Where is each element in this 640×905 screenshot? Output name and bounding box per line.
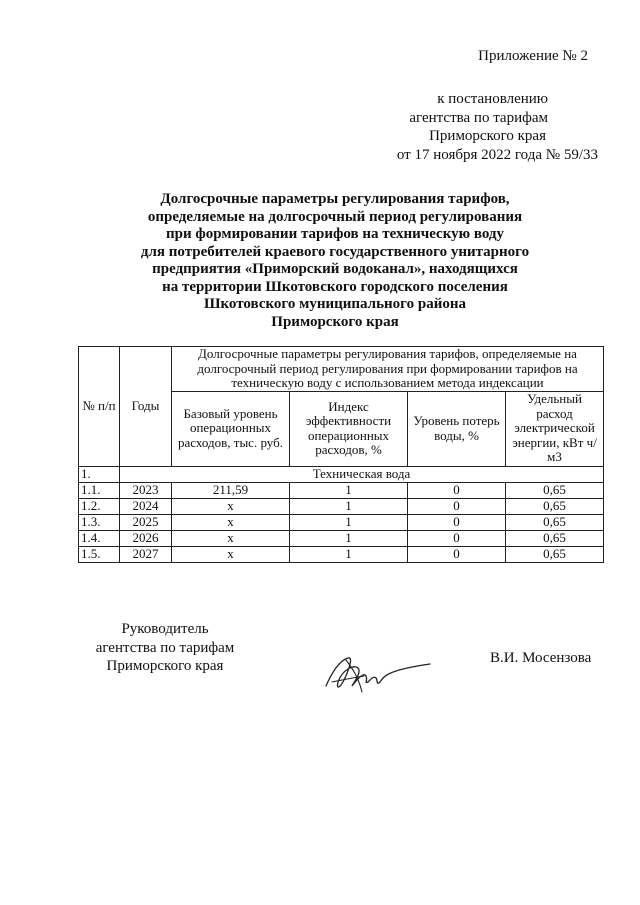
row-efficiency-index: 1 (290, 514, 408, 530)
table-row (79, 530, 604, 546)
row-number: 1.5. (79, 546, 120, 562)
row-energy-rate: 0,65 (506, 498, 604, 514)
row-water-loss: 0 (408, 514, 506, 530)
signer-position-line: агентства по тарифам (95, 639, 235, 656)
signer-position (80, 620, 250, 676)
row-base-opex: х (172, 546, 290, 562)
row-year: 2023 (120, 482, 172, 498)
resolution-line: к постановлению (437, 91, 548, 107)
row-number: 1.4. (79, 530, 120, 546)
document-title (110, 191, 560, 331)
signer-name: В.И. Мосензова (490, 650, 592, 666)
row-water-loss: 0 (408, 530, 506, 546)
header-base-opex: Базовый уровень операционных расходов, тыс. руб. (172, 391, 290, 466)
title-line: на территории Шкотовского городского поселения (162, 278, 508, 295)
row-base-opex: х (172, 498, 290, 514)
row-year: 2024 (120, 498, 172, 514)
table-row (79, 514, 604, 530)
row-number: 1.2. (79, 498, 120, 514)
title-line: для потребителей краевого государственного унитарного (140, 243, 530, 260)
table-row (79, 498, 604, 514)
row-base-opex: 211,59 (172, 482, 290, 498)
table-row (79, 546, 604, 562)
title-line: Долгосрочные параметры регулирования тарифов, (160, 191, 510, 207)
section-label: Техническая вода (120, 466, 604, 482)
title-line: определяемые на долгосрочный период регулирования (147, 208, 523, 225)
header-group: Долгосрочные параметры регулирования тарифов, определяемые на долгосрочный период регулирования при формировании тарифов на техническую воду с использованием метода индексации (172, 347, 604, 392)
row-energy-rate: 0,65 (506, 546, 604, 562)
row-base-opex: х (172, 514, 290, 530)
signer-position-line: Руководитель (121, 621, 209, 637)
title-line: при формировании тарифов на техническую воду (165, 226, 505, 242)
resolution-line: от 17 ноября 2022 года № 59/33 (396, 146, 598, 163)
section-number: 1. (79, 466, 120, 482)
title-line: Приморского края (271, 313, 399, 330)
resolution-reference (298, 90, 598, 164)
signer-position-line: Приморского края (106, 658, 224, 674)
row-year: 2026 (120, 530, 172, 546)
header-number: № п/п (79, 347, 120, 467)
header-years: Годы (120, 347, 172, 467)
header-efficiency-index: Индекс эффективности операционных расходов, % (290, 391, 408, 466)
row-number: 1.3. (79, 514, 120, 530)
row-year: 2027 (120, 546, 172, 562)
handwritten-signature (318, 642, 438, 702)
resolution-line: Приморского края (429, 128, 546, 144)
row-water-loss: 0 (408, 482, 506, 498)
row-energy-rate: 0,65 (506, 530, 604, 546)
header-water-loss: Уровень потерь воды, % (408, 391, 506, 466)
title-line: предприятия «Приморский водоканал», находящихся (152, 261, 518, 277)
resolution-line: агентства по тарифам (409, 109, 548, 126)
row-base-opex: х (172, 530, 290, 546)
header-energy-rate: Удельный расход электрической энергии, кВт ч/м3 (506, 391, 604, 466)
row-energy-rate: 0,65 (506, 514, 604, 530)
row-efficiency-index: 1 (290, 482, 408, 498)
row-water-loss: 0 (408, 546, 506, 562)
row-number: 1.1. (79, 482, 120, 498)
row-efficiency-index: 1 (290, 498, 408, 514)
row-efficiency-index: 1 (290, 546, 408, 562)
table-header-row (79, 347, 604, 392)
row-water-loss: 0 (408, 498, 506, 514)
title-line: Шкотовского муниципального района (204, 296, 466, 312)
row-efficiency-index: 1 (290, 530, 408, 546)
parameters-table (78, 346, 604, 563)
table-section-row (79, 466, 604, 482)
row-energy-rate: 0,65 (506, 482, 604, 498)
table-row (79, 482, 604, 498)
appendix-number: Приложение № 2 (478, 48, 588, 64)
row-year: 2025 (120, 514, 172, 530)
